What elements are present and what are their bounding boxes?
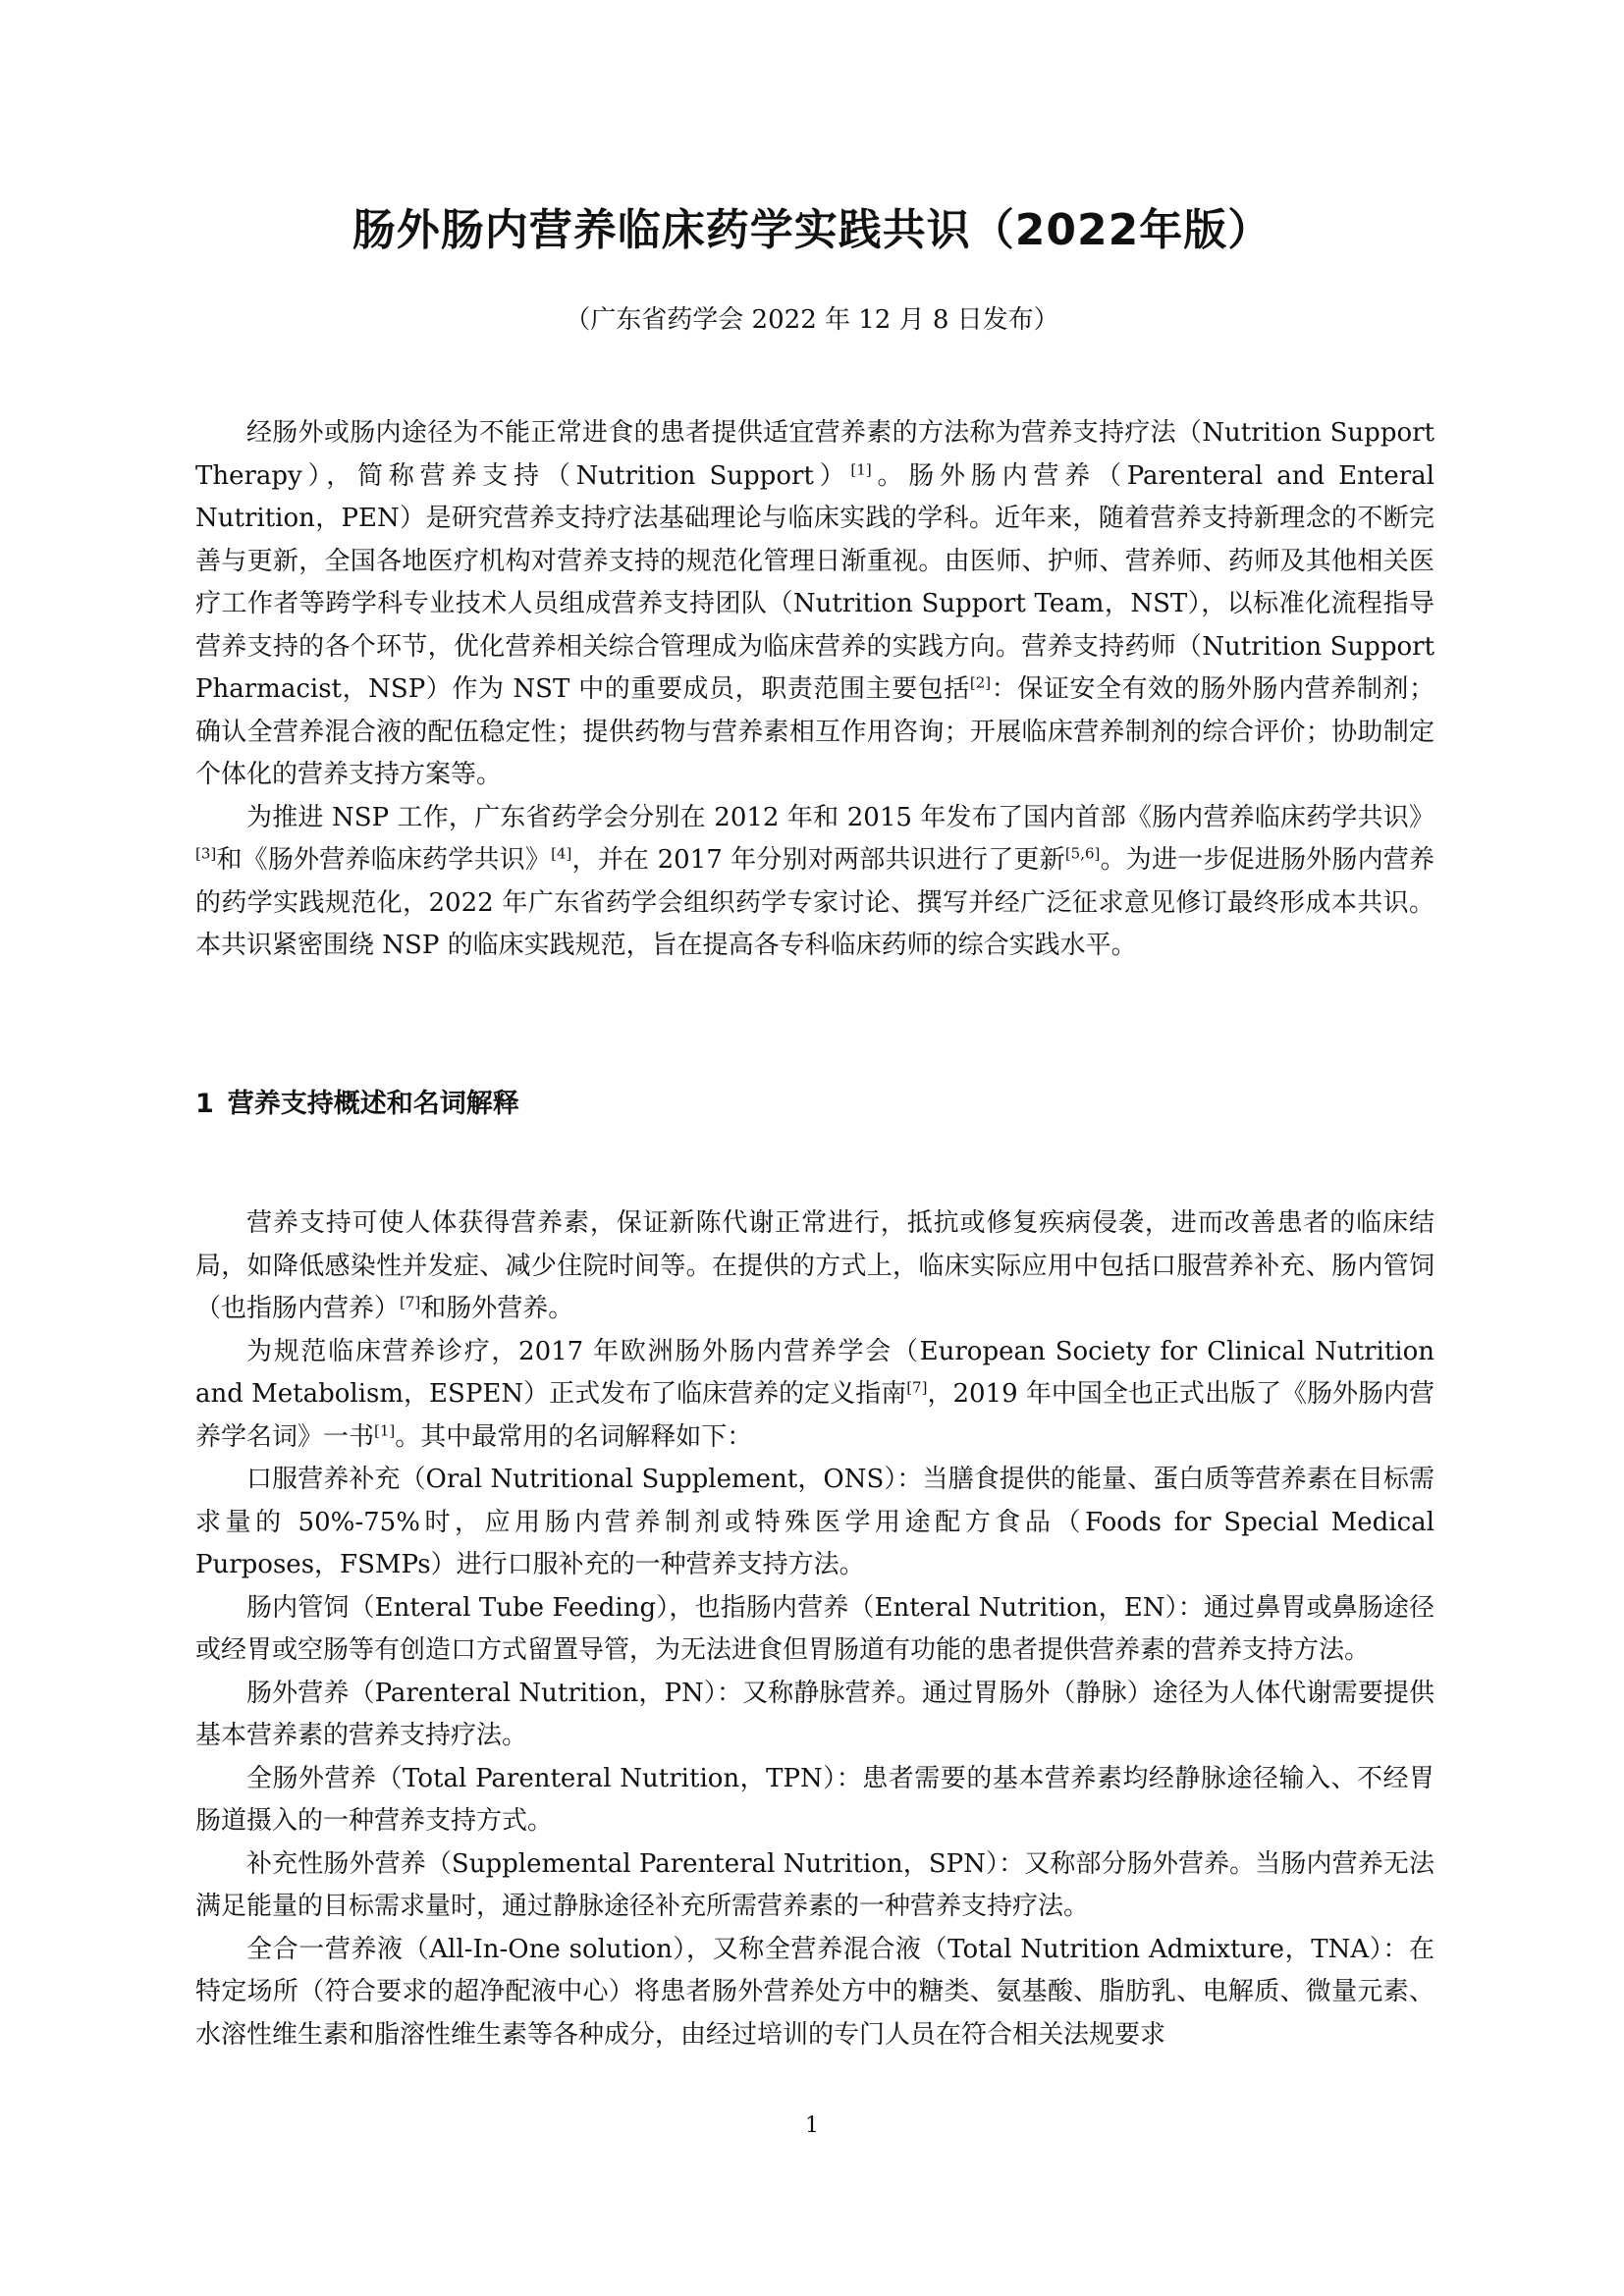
paragraph-text: 营养支持可使人体获得营养素，保证新陈代谢正常进行，抵抗或修复疾病侵袭，进而改善患者的临床结局，如降低感染性并发症、减少住院时间等。在提供的方式上，临床实际应用中包括口服营养补充、肠内管饲（也指肠内营养） — [195, 1208, 1435, 1323]
paragraph — [195, 1459, 1435, 1587]
paragraph — [195, 1843, 1435, 1929]
paragraph-text: ，并在 2017 年分别对两部共识进行了更新 — [571, 845, 1065, 875]
section-heading — [195, 1085, 519, 1124]
citation-reference: [3] — [195, 844, 217, 863]
paragraph — [195, 1202, 1435, 1331]
section-number: 1 — [195, 1089, 214, 1119]
paragraph-text: ，2019 年中国全也正式出版了《肠外肠内营养学名词》一书 — [195, 1379, 1435, 1452]
citation-reference: [1] — [374, 1420, 396, 1439]
paragraph — [195, 1331, 1435, 1460]
paragraph — [195, 797, 1435, 968]
paragraph-text: 为规范临床营养诊疗，2017 年欧洲肠外肠内营养学会（European Society for Clinical Nutrition and Metabolism，ESPEN）正式发布了临床营养的定义指南 — [195, 1336, 1435, 1409]
paragraph-text: 肠内管饲（Enteral Tube Feeding），也指肠内营养（Enteral Nutrition，EN）：通过鼻胃或鼻肠途径或经胃或空肠等有创造口方式留置导管，为无法进食但胃肠道有功能的患者提供营养素的营养支持方法。 — [195, 1592, 1435, 1665]
paragraph-text: 经肠外或肠内途径为不能正常进食的患者提供适宜营养素的方法称为营养支持疗法（Nutrition Support Therapy），简称营养支持（Nutrition Support） — [195, 418, 1435, 491]
paragraph-text: 全肠外营养（Total Parenteral Nutrition，TPN）：患者需要的基本营养素均经静脉途径输入、不经胃肠道摄入的一种营养支持方式。 — [195, 1763, 1435, 1836]
paragraph-text: 和肠外营养。 — [420, 1294, 574, 1323]
citation-reference: [4] — [551, 844, 572, 863]
paragraph — [195, 412, 1435, 797]
citation-reference: [5,6] — [1064, 844, 1101, 863]
paragraph — [195, 1929, 1435, 2057]
paragraph-text: 肠外营养（Parenteral Nutrition，PN）：又称静脉营养。通过胃肠外（静脉）途径为人体代谢需要提供基本营养素的营养支持疗法。 — [195, 1678, 1435, 1750]
paragraph-text: 。其中最常用的名词解释如下： — [395, 1421, 753, 1452]
citation-reference: [2] — [969, 673, 992, 692]
citation-reference: [1] — [850, 459, 872, 478]
paragraph — [195, 1673, 1435, 1758]
paragraph-text: 。肠外肠内营养（Parenteral and Enteral Nutrition，PEN）是研究营养支持疗法基础理论与临床实践的学科。近年来，随着营养支持新理念的不断完善与更新，全国各地医疗机构对营养支持的规范化管理日渐重视。由医师、护师、营养师、药师及其他相关医疗工作者等跨学科专业技术人员组成营养支持团队（Nutrition Support Team，NST），以标准化流程指导营养支持的各个环节，优化营养相关综合管理成为临床营养的实践方向。营养支持药师（Nutrition Support Pharmacist，NSP）作为 NST 中的重要成员，职责范围主要包括 — [195, 460, 1435, 704]
paragraph-text: 口服营养补充（Oral Nutritional Supplement，ONS）：当膳食提供的能量、蛋白质等营养素在目标需求量的 50%-75%时，应用肠内营养制剂或特殊医学用途配方食品（Foods for Special Medical Purposes，FSMPs）进行口服补充的一种营养支持方法。 — [195, 1465, 1435, 1579]
citation-reference: [7] — [400, 1293, 421, 1311]
section-text-block — [195, 1202, 1435, 2056]
citation-reference: [7] — [906, 1378, 928, 1397]
paragraph — [195, 1587, 1435, 1673]
paragraph-text: 为推进 NSP 工作，广东省药学会分别在 2012 年和 2015 年发布了国内首部《肠内营养临床药学共识》 — [246, 802, 1435, 832]
paragraph-text: 和《肠外营养临床药学共识》 — [216, 845, 552, 875]
document-subtitle: （广东省药学会 2022 年 12 月 8 日发布） — [565, 305, 1059, 335]
page-number: 1 — [805, 2113, 819, 2138]
paragraph-text: ：保证安全有效的肠外肠内营养制剂；确认全营养混合液的配伍稳定性；提供药物与营养素相互作用咨询；开展临床营养制剂的综合评价；协助制定个体化的营养支持方案等。 — [195, 674, 1435, 789]
intro-text-block — [195, 412, 1435, 968]
paragraph-text: 。为进一步促进肠外肠内营养的药学实践规范化，2022 年广东省药学会组织药学专家讨论、撰写并经广泛征求意见修订最终形成本共识。本共识紧密围绕 NSP 的临床实践规范，旨在提高各专科临床药师的综合实践水平。 — [195, 845, 1435, 960]
section-title: 营养支持概述和名词解释 — [227, 1089, 519, 1119]
paragraph-text: 补充性肠外营养（Supplemental Parenteral Nutrition，SPN）：又称部分肠外营养。当肠内营养无法满足能量的目标需求量时，通过静脉途径补充所需营养素的一种营养支持疗法。 — [195, 1848, 1435, 1921]
document-title: 肠外肠内营养临床药学实践共识（2022年版） — [352, 205, 1272, 255]
paragraph-text: 全合一营养液（All-In-One solution），又称全营养混合液（Total Nutrition Admixture，TNA）：在特定场所（符合要求的超净配液中心）将患者肠外营养处方中的糖类、氨基酸、脂肪乳、电解质、微量元素、水溶性维生素和脂溶性维生素等各种成分，由经过培训的专门人员在符合相关法规要求 — [195, 1934, 1435, 2050]
paragraph — [195, 1758, 1435, 1843]
